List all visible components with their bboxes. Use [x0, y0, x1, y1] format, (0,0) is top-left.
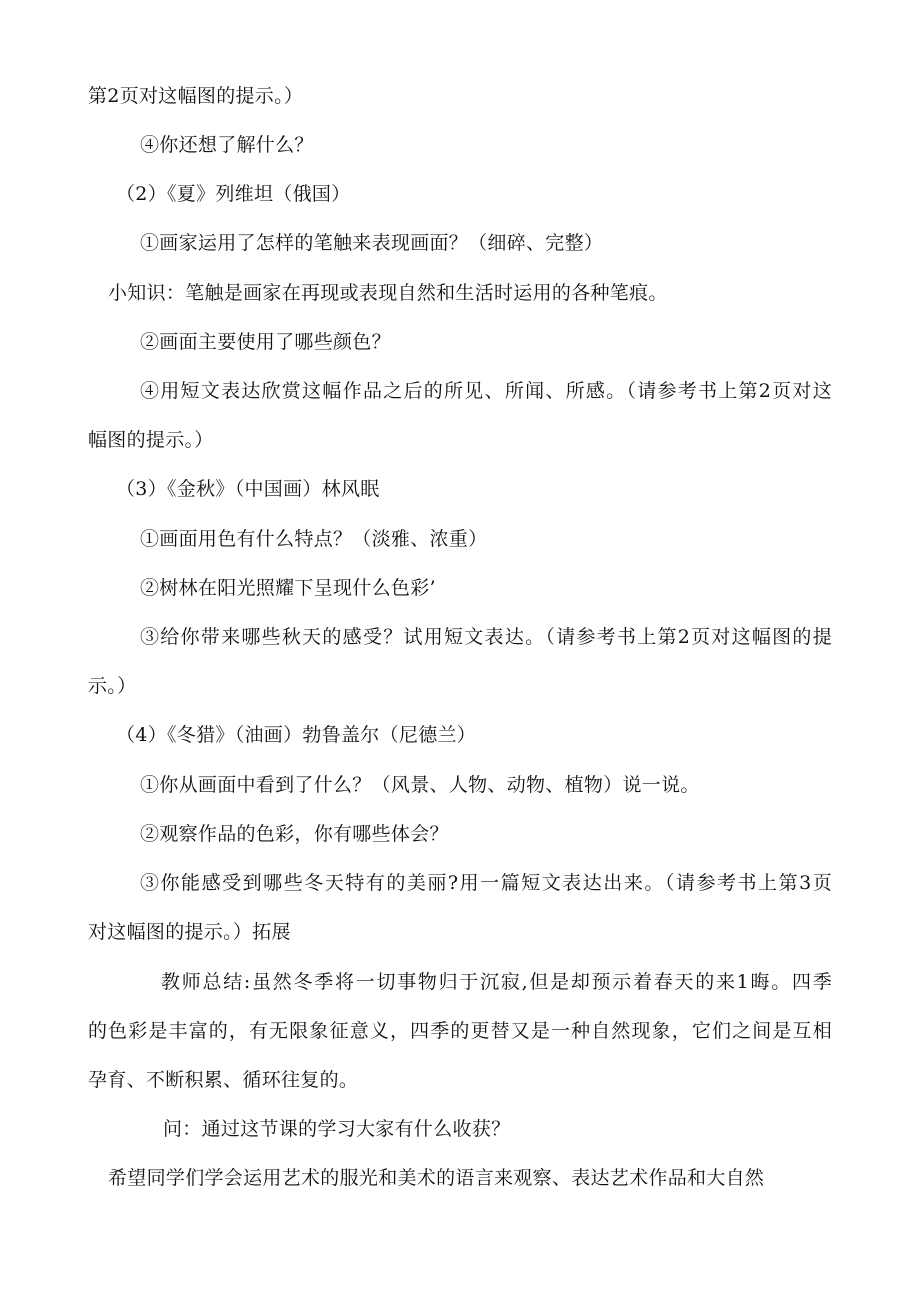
- text-line-11: ②树林在阳光照耀下呈现什么色彩’: [140, 577, 436, 599]
- text-line-7: ④用短文表达欣赏这幅作品之后的所见、所闻、所感。（请参考书上第2页对这: [140, 380, 832, 402]
- text-line-8: 幅图的提示。）: [88, 429, 214, 451]
- text-line-13: 示。）: [88, 675, 137, 697]
- text-line-9: （3）《金秋》（中国画）林风眠: [116, 478, 380, 500]
- text-line-6: ②画面主要使用了哪些颜色？: [140, 331, 391, 353]
- text-line-22: 问：通过这节课的学习大家有什么收获？: [163, 1118, 511, 1140]
- text-line-1: 第2页对这幅图的提示。）: [88, 85, 304, 107]
- text-line-12: ③给你带来哪些秋天的感受？试用短文表达。（请参考书上第2页对这幅图的提: [140, 626, 832, 648]
- text-line-5: 小知识：笔触是画家在再现或表现自然和生活时运用的各种笔痕。: [108, 282, 668, 304]
- text-line-19: 教师总结:虽然冬季将一切事物归于沉寂,但是却预示着春天的来1晦。四季: [161, 971, 832, 993]
- text-line-3: （2）《夏》列维坦（俄国）: [116, 183, 351, 205]
- text-line-20: 的色彩是丰富的，有无限象征意义，四季的更替又是一种自然现象，它们之间是互相: [88, 1020, 832, 1042]
- text-line-17: ③你能感受到哪些冬天特有的美丽?用一篇短文表达出来。（请参考书上第3页: [140, 872, 832, 894]
- text-line-2: ④你还想了解什么？: [140, 134, 314, 156]
- text-line-18: 对这幅图的提示。）拓展: [88, 921, 291, 943]
- text-line-16: ②观察作品的色彩，你有哪些体会？: [140, 823, 449, 845]
- text-line-15: ①你从画面中看到了什么？（风景、人物、动物、植物）说一说。: [140, 774, 700, 796]
- text-line-14: （4）《冬猎》（油画）勃鲁盖尔（尼德兰）: [116, 724, 477, 746]
- text-line-23: 希望同学们学会运用艺术的服光和美术的语言来观察、表达艺术作品和大自然: [108, 1167, 765, 1189]
- text-line-21: 孕育、不断积累、循环往复的。: [88, 1069, 359, 1091]
- text-line-4: ①画家运用了怎样的笔触来表现画面？（细碎、完整）: [140, 232, 604, 254]
- text-line-10: ①画面用色有什么特点？（淡雅、浓重）: [140, 528, 488, 550]
